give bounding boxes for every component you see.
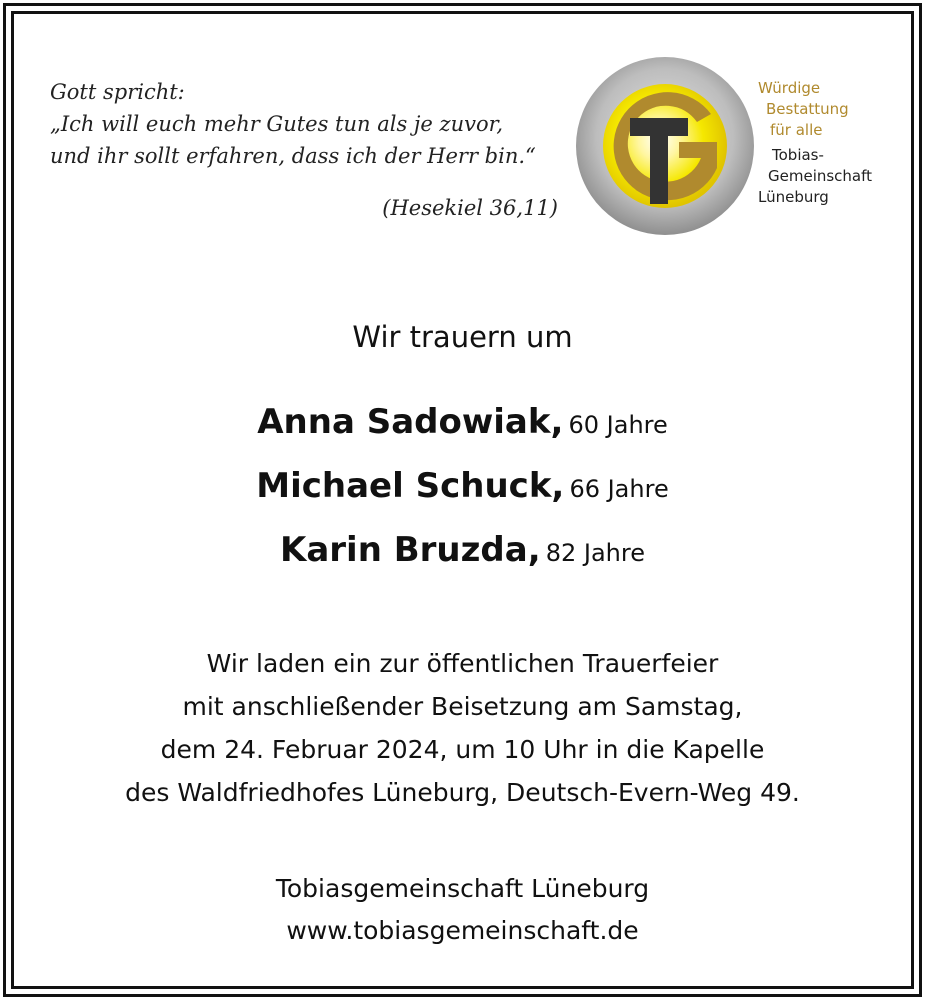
quote-reference: (Hesekiel 36,11) [382, 196, 558, 220]
deceased-list [0, 392, 925, 584]
footer-org: Tobiasgemeinschaft Lüneburg [275, 874, 650, 903]
invitation-line: mit anschließender Beisetzung am Samstag, [182, 692, 743, 721]
invitation-line: des Waldfriedhofes Lüneburg, Deutsch-Evern-Weg 49. [125, 778, 800, 807]
deceased-entry [0, 456, 925, 520]
mourning-heading: Wir trauern um [352, 320, 573, 354]
deceased-age: 82 Jahre [545, 539, 645, 567]
deceased-entry [0, 520, 925, 584]
footer-website[interactable]: www.tobiasgemeinschaft.de [286, 916, 639, 945]
bible-quote [50, 76, 560, 220]
logo-wordmark [758, 78, 872, 208]
deceased-name: Anna Sadowiak, [257, 402, 564, 442]
deceased-entry [0, 392, 925, 456]
org-line-2: Gemeinschaft [768, 167, 873, 185]
org-line-3: Lüneburg [758, 188, 829, 206]
deceased-name: Karin Bruzda, [279, 530, 541, 570]
tobias-gemeinschaft-logo [575, 56, 755, 236]
tagline-line-3: für alle [770, 121, 823, 139]
invitation-line: Wir laden ein zur öffentlichen Trauerfeier [206, 649, 719, 678]
deceased-name: Michael Schuck, [256, 466, 565, 506]
invitation-line: dem 24. Februar 2024, um 10 Uhr in die Kapelle [160, 735, 765, 764]
tagline-line-2: Bestattung [766, 100, 849, 118]
quote-line-1: „Ich will euch mehr Gutes tun als je zuvor, [50, 112, 504, 136]
org-line-1: Tobias- [772, 146, 824, 164]
tagline-line-1: Würdige [758, 79, 821, 97]
invitation-text [0, 642, 925, 814]
deceased-age: 60 Jahre [568, 411, 668, 439]
quote-intro: Gott spricht: [50, 80, 185, 104]
deceased-age: 66 Jahre [569, 475, 669, 503]
quote-line-2: und ihr sollt erfahren, dass ich der Herr bin.“ [50, 144, 536, 168]
footer [0, 868, 925, 952]
